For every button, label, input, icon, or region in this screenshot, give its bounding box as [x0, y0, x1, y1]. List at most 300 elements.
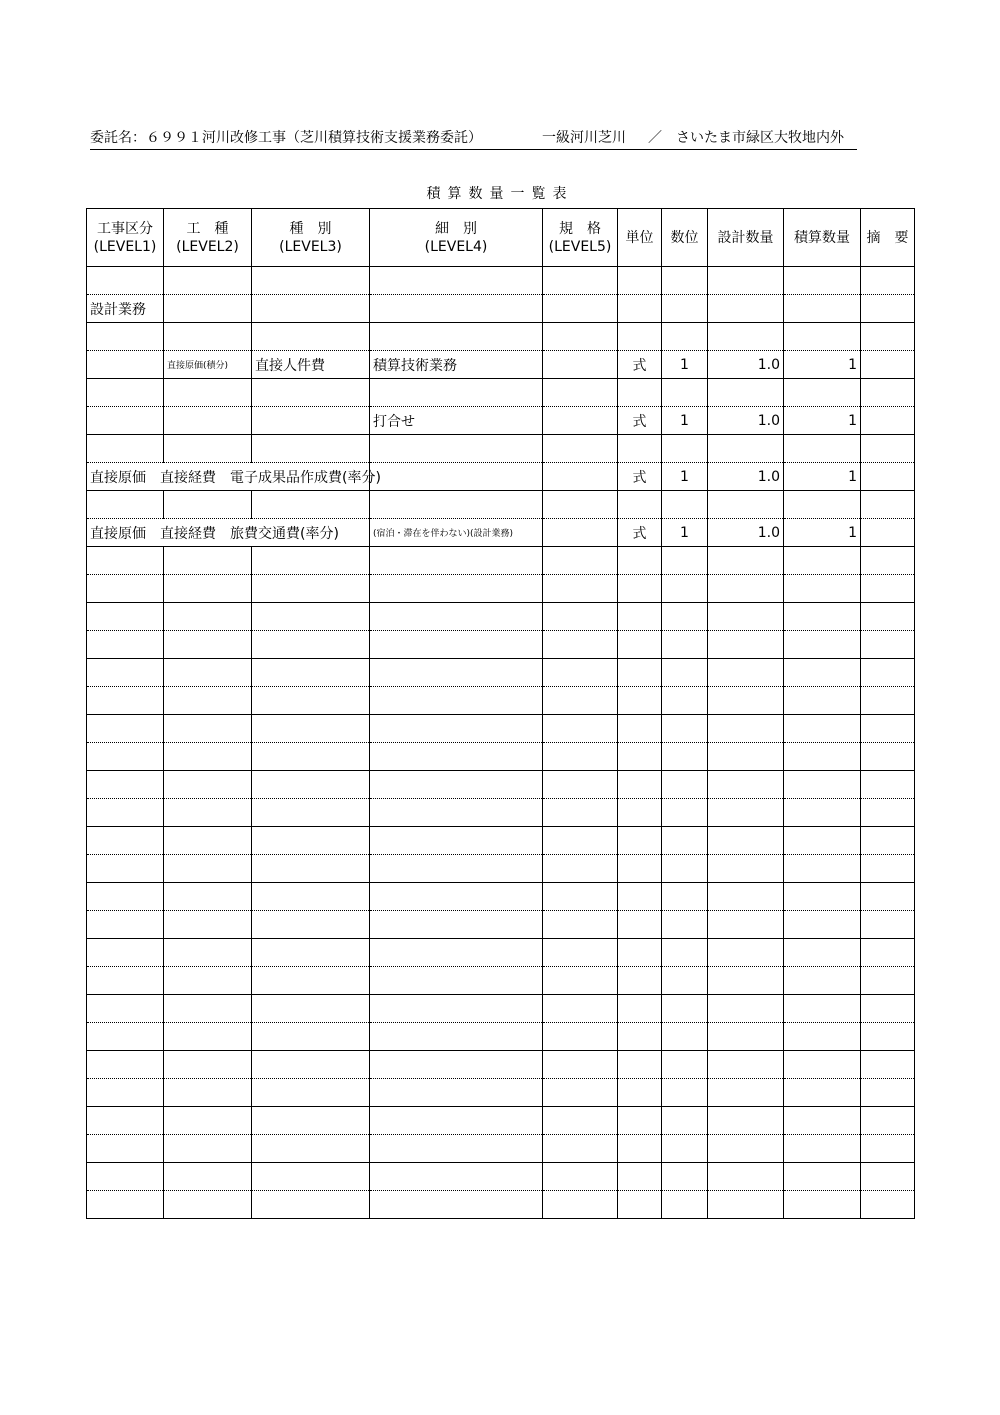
cell-level5 — [543, 603, 618, 631]
cell-design-qty — [708, 659, 784, 687]
cell-level4 — [370, 435, 543, 463]
cell-level2 — [164, 631, 252, 659]
cell-level2 — [164, 967, 252, 995]
cell-digit — [662, 715, 708, 743]
cell-calc-qty — [784, 491, 861, 519]
cell-unit — [618, 1107, 662, 1135]
cell-level3 — [252, 1191, 370, 1219]
cell-design-qty — [708, 491, 784, 519]
cell-level1 — [87, 911, 164, 939]
cell-level3 — [252, 575, 370, 603]
cell-level3 — [252, 855, 370, 883]
cell-remarks — [861, 883, 915, 911]
cell-design-qty — [708, 967, 784, 995]
cell-digit — [662, 603, 708, 631]
cell-level2 — [164, 1079, 252, 1107]
cell-level4 — [370, 939, 543, 967]
cell-level2 — [164, 1191, 252, 1219]
cell-level5 — [543, 1079, 618, 1107]
cell-design-qty — [708, 435, 784, 463]
cell-level1 — [87, 267, 164, 295]
cell-digit: 1 — [662, 351, 708, 379]
cell-unit — [618, 1191, 662, 1219]
cell-calc-qty — [784, 1191, 861, 1219]
cell-level4 — [370, 799, 543, 827]
cell-digit — [662, 1023, 708, 1051]
cell-design-qty — [708, 323, 784, 351]
table-row — [87, 1163, 915, 1191]
cell-remarks — [861, 1079, 915, 1107]
cell-calc-qty — [784, 939, 861, 967]
cell-level1 — [87, 771, 164, 799]
cell-remarks — [861, 323, 915, 351]
cell-digit — [662, 1051, 708, 1079]
cell-level4 — [370, 547, 543, 575]
cell-level5 — [543, 323, 618, 351]
table-row — [87, 407, 915, 435]
cell-digit — [662, 1107, 708, 1135]
cell-level5 — [543, 771, 618, 799]
cell-level5 — [543, 267, 618, 295]
cell-digit — [662, 267, 708, 295]
cell-level3 — [252, 491, 370, 519]
cell-level5 — [543, 463, 618, 491]
document-title: 積算数量一覧表 — [426, 186, 574, 202]
cell-level2 — [164, 883, 252, 911]
cell-digit: 1 — [662, 463, 708, 491]
col-header-remarks: 摘 要 — [861, 209, 915, 267]
cell-calc-qty — [784, 659, 861, 687]
cell-level1 — [87, 379, 164, 407]
cell-level4 — [370, 491, 543, 519]
table-row — [87, 771, 915, 799]
cell-remarks — [861, 407, 915, 435]
table-row — [87, 547, 915, 575]
cell-level2 — [164, 939, 252, 967]
cell-calc-qty — [784, 379, 861, 407]
cell-level5 — [543, 939, 618, 967]
cell-level5 — [543, 799, 618, 827]
table-row — [87, 967, 915, 995]
cell-level1 — [87, 743, 164, 771]
cell-level2 — [164, 1107, 252, 1135]
cell-level2 — [164, 1023, 252, 1051]
cell-digit — [662, 547, 708, 575]
cell-level3 — [252, 1079, 370, 1107]
cell-digit — [662, 967, 708, 995]
table-row — [87, 1051, 915, 1079]
cell-remarks — [861, 575, 915, 603]
cell-level5 — [543, 407, 618, 435]
cell-remarks — [861, 911, 915, 939]
cell-calc-qty — [784, 631, 861, 659]
cell-level2 — [164, 491, 252, 519]
cell-calc-qty — [784, 799, 861, 827]
cell-remarks — [861, 743, 915, 771]
cell-design-qty: 1.0 — [708, 463, 784, 491]
table-row — [87, 1023, 915, 1051]
cell-design-qty — [708, 1051, 784, 1079]
cell-level2 — [164, 715, 252, 743]
cell-unit — [618, 911, 662, 939]
cell-design-qty — [708, 995, 784, 1023]
cell-calc-qty — [784, 1051, 861, 1079]
cell-digit — [662, 883, 708, 911]
cell-design-qty — [708, 267, 784, 295]
cell-level5 — [543, 967, 618, 995]
col-header-calc-qty: 積算数量 — [784, 209, 861, 267]
cell-unit — [618, 295, 662, 323]
cell-level5 — [543, 1023, 618, 1051]
table-row — [87, 1107, 915, 1135]
cell-remarks — [861, 491, 915, 519]
cell-unit — [618, 379, 662, 407]
cell-level1 — [87, 491, 164, 519]
river-name: 一級河川芝川 — [542, 130, 626, 146]
cell-level4 — [370, 1191, 543, 1219]
cell-digit — [662, 631, 708, 659]
quantity-table — [86, 208, 915, 1219]
cell-level5 — [543, 687, 618, 715]
cell-level5 — [543, 715, 618, 743]
cell-unit — [618, 939, 662, 967]
cell-unit — [618, 547, 662, 575]
cell-unit — [618, 1079, 662, 1107]
cell-unit — [618, 1135, 662, 1163]
table-row — [87, 379, 915, 407]
cell-level1 — [87, 799, 164, 827]
cell-calc-qty — [784, 743, 861, 771]
cell-calc-qty — [784, 435, 861, 463]
location: さいたま市緑区大牧地内外 — [676, 130, 844, 146]
table-row — [87, 323, 915, 351]
cell-calc-qty — [784, 715, 861, 743]
cell-level1 — [87, 631, 164, 659]
table-row — [87, 1191, 915, 1219]
cell-design-qty — [708, 1023, 784, 1051]
table-row — [87, 631, 915, 659]
cell-calc-qty — [784, 1107, 861, 1135]
cell-level2 — [164, 995, 252, 1023]
cell-level2 — [164, 435, 252, 463]
cell-remarks — [861, 519, 915, 547]
cell-unit — [618, 995, 662, 1023]
cell-level5 — [543, 911, 618, 939]
cell-unit — [618, 603, 662, 631]
cell-level2 — [164, 575, 252, 603]
cell-calc-qty — [784, 687, 861, 715]
cell-level3 — [252, 295, 370, 323]
cell-level5 — [543, 547, 618, 575]
cell-level4 — [370, 323, 543, 351]
cell-level1 — [87, 883, 164, 911]
cell-level4 — [370, 267, 543, 295]
cell-level4 — [370, 1135, 543, 1163]
cell-level2 — [164, 687, 252, 715]
cell-level1 — [87, 939, 164, 967]
cell-level2 — [164, 855, 252, 883]
cell-level2 — [164, 407, 252, 435]
cell-remarks — [861, 463, 915, 491]
cell-digit — [662, 435, 708, 463]
contract-name: 委託名：６９９１河川改修工事（芝川積算技術支援業務委託） — [90, 130, 482, 146]
row-label-text: 直接原価 直接経費 電子成果品作成費(率分) — [90, 469, 381, 486]
cell-level1 — [87, 1107, 164, 1135]
cell-calc-qty — [784, 1135, 861, 1163]
cell-level2 — [164, 1135, 252, 1163]
cell-level5 — [543, 1051, 618, 1079]
table-row — [87, 435, 915, 463]
cell-level1 — [87, 463, 381, 491]
cell-digit — [662, 491, 708, 519]
cell-level4 — [370, 1023, 543, 1051]
cell-level3 — [252, 715, 370, 743]
cell-level1 — [87, 519, 339, 547]
cell-level4 — [370, 883, 543, 911]
cell-level4 — [370, 631, 543, 659]
cell-remarks — [861, 603, 915, 631]
cell-design-qty: 1.0 — [708, 407, 784, 435]
cell-calc-qty — [784, 1079, 861, 1107]
table-row — [87, 883, 915, 911]
table-row — [87, 351, 915, 379]
cell-level4 — [370, 1051, 543, 1079]
cell-digit — [662, 939, 708, 967]
cell-level4 — [370, 379, 543, 407]
cell-level3 — [252, 379, 370, 407]
cell-design-qty — [708, 939, 784, 967]
cell-level4 — [370, 771, 543, 799]
contract-header — [90, 123, 857, 150]
cell-level3: 直接人件費 — [252, 351, 370, 379]
cell-unit: 式 — [618, 519, 662, 547]
cell-level4 — [370, 715, 543, 743]
cell-level1 — [87, 351, 164, 379]
cell-remarks — [861, 351, 915, 379]
col-header-level1: 工事区分 (LEVEL1) — [87, 209, 164, 267]
cell-unit: 式 — [618, 407, 662, 435]
cell-digit — [662, 295, 708, 323]
table-row — [87, 519, 915, 547]
cell-level2 — [164, 323, 252, 351]
cell-digit — [662, 687, 708, 715]
cell-remarks — [861, 295, 915, 323]
cell-digit — [662, 1191, 708, 1219]
cell-calc-qty — [784, 575, 861, 603]
cell-level3 — [252, 1023, 370, 1051]
table-row — [87, 799, 915, 827]
cell-calc-qty — [784, 771, 861, 799]
cell-design-qty — [708, 799, 784, 827]
table-row — [87, 267, 915, 295]
cell-calc-qty: 1 — [784, 463, 861, 491]
cell-design-qty — [708, 631, 784, 659]
cell-remarks — [861, 379, 915, 407]
cell-level1 — [87, 1191, 164, 1219]
cell-level5 — [543, 491, 618, 519]
cell-unit — [618, 1163, 662, 1191]
cell-digit — [662, 743, 708, 771]
cell-level5 — [543, 827, 618, 855]
cell-unit — [618, 967, 662, 995]
table-row — [87, 1135, 915, 1163]
cell-design-qty — [708, 1135, 784, 1163]
cell-level2 — [164, 1051, 252, 1079]
cell-level5 — [543, 295, 618, 323]
cell-design-qty — [708, 743, 784, 771]
cell-level3 — [252, 631, 370, 659]
table-row — [87, 939, 915, 967]
table-row — [87, 995, 915, 1023]
cell-design-qty: 1.0 — [708, 351, 784, 379]
cell-calc-qty — [784, 995, 861, 1023]
cell-unit — [618, 1023, 662, 1051]
cell-level3 — [252, 939, 370, 967]
cell-remarks — [861, 687, 915, 715]
cell-level4 — [370, 743, 543, 771]
cell-calc-qty — [784, 967, 861, 995]
cell-level2 — [164, 603, 252, 631]
cell-calc-qty — [784, 827, 861, 855]
cell-level5 — [543, 1107, 618, 1135]
cell-remarks — [861, 967, 915, 995]
cell-unit — [618, 323, 662, 351]
cell-unit: 式 — [618, 351, 662, 379]
cell-level3 — [252, 883, 370, 911]
cell-level4: 積算技術業務 — [370, 351, 543, 379]
cell-remarks — [861, 771, 915, 799]
cell-calc-qty — [784, 603, 861, 631]
cell-level1 — [87, 323, 164, 351]
cell-unit — [618, 687, 662, 715]
cell-level1 — [87, 1135, 164, 1163]
cell-level3 — [252, 407, 370, 435]
table-row — [87, 827, 915, 855]
cell-digit — [662, 995, 708, 1023]
cell-unit — [618, 575, 662, 603]
cell-level1: 設計業務 — [87, 295, 164, 323]
cell-remarks — [861, 631, 915, 659]
cell-level3 — [252, 659, 370, 687]
cell-level2 — [164, 379, 252, 407]
cell-level4 — [370, 1079, 543, 1107]
cell-level2 — [164, 547, 252, 575]
cell-remarks — [861, 1107, 915, 1135]
cell-calc-qty: 1 — [784, 519, 861, 547]
cell-level1 — [87, 575, 164, 603]
cell-unit — [618, 855, 662, 883]
table-row — [87, 491, 915, 519]
cell-level1 — [87, 547, 164, 575]
cell-level4 — [370, 967, 543, 995]
cell-digit — [662, 827, 708, 855]
cell-design-qty — [708, 1079, 784, 1107]
cell-level5 — [543, 519, 618, 547]
cell-level4 — [370, 295, 543, 323]
cell-level3 — [252, 827, 370, 855]
cell-level5 — [543, 351, 618, 379]
cell-unit — [618, 631, 662, 659]
cell-design-qty — [708, 295, 784, 323]
table-row — [87, 715, 915, 743]
cell-level4 — [370, 1107, 543, 1135]
cell-level5 — [543, 855, 618, 883]
cell-unit — [618, 883, 662, 911]
cell-calc-qty — [784, 323, 861, 351]
cell-level1 — [87, 687, 164, 715]
cell-calc-qty — [784, 295, 861, 323]
cell-design-qty — [708, 911, 784, 939]
cell-level1 — [87, 1023, 164, 1051]
col-header-level3: 種 別 (LEVEL3) — [252, 209, 370, 267]
cell-level2 — [164, 799, 252, 827]
cell-design-qty — [708, 603, 784, 631]
cell-remarks — [861, 267, 915, 295]
cell-level1 — [87, 1163, 164, 1191]
cell-level5 — [543, 1163, 618, 1191]
cell-unit — [618, 267, 662, 295]
cell-level1 — [87, 855, 164, 883]
table-row — [87, 659, 915, 687]
cell-digit — [662, 1135, 708, 1163]
cell-digit — [662, 659, 708, 687]
cell-unit — [618, 799, 662, 827]
cell-remarks — [861, 827, 915, 855]
table-row — [87, 855, 915, 883]
col-header-level5: 規 格 (LEVEL5) — [543, 209, 618, 267]
cell-unit — [618, 743, 662, 771]
cell-level4 — [370, 687, 543, 715]
cell-design-qty — [708, 687, 784, 715]
cell-level1 — [87, 1079, 164, 1107]
cell-level2 — [164, 295, 252, 323]
cell-digit — [662, 855, 708, 883]
cell-remarks — [861, 799, 915, 827]
cell-calc-qty — [784, 267, 861, 295]
col-header-level4: 細 別 (LEVEL4) — [370, 209, 543, 267]
cell-calc-qty — [784, 855, 861, 883]
cell-digit — [662, 379, 708, 407]
cell-level2 — [164, 827, 252, 855]
cell-level5 — [543, 631, 618, 659]
cell-level1 — [87, 407, 164, 435]
cell-design-qty — [708, 547, 784, 575]
cell-level5 — [543, 1191, 618, 1219]
cell-remarks — [861, 1191, 915, 1219]
table-row — [87, 1079, 915, 1107]
cell-design-qty — [708, 715, 784, 743]
cell-level3 — [252, 323, 370, 351]
col-header-unit: 単位 — [618, 209, 662, 267]
table-row — [87, 911, 915, 939]
cell-digit — [662, 1079, 708, 1107]
cell-design-qty — [708, 827, 784, 855]
cell-calc-qty — [784, 1163, 861, 1191]
cell-level3 — [252, 435, 370, 463]
cell-remarks — [861, 995, 915, 1023]
cell-remarks — [861, 1051, 915, 1079]
cell-level1 — [87, 1051, 164, 1079]
cell-level2 — [164, 771, 252, 799]
cell-level1 — [87, 995, 164, 1023]
cell-level3 — [252, 1135, 370, 1163]
cell-level3 — [252, 603, 370, 631]
cell-level2 — [164, 743, 252, 771]
cell-level1 — [87, 435, 164, 463]
cell-digit — [662, 575, 708, 603]
cell-design-qty — [708, 575, 784, 603]
cell-digit — [662, 323, 708, 351]
